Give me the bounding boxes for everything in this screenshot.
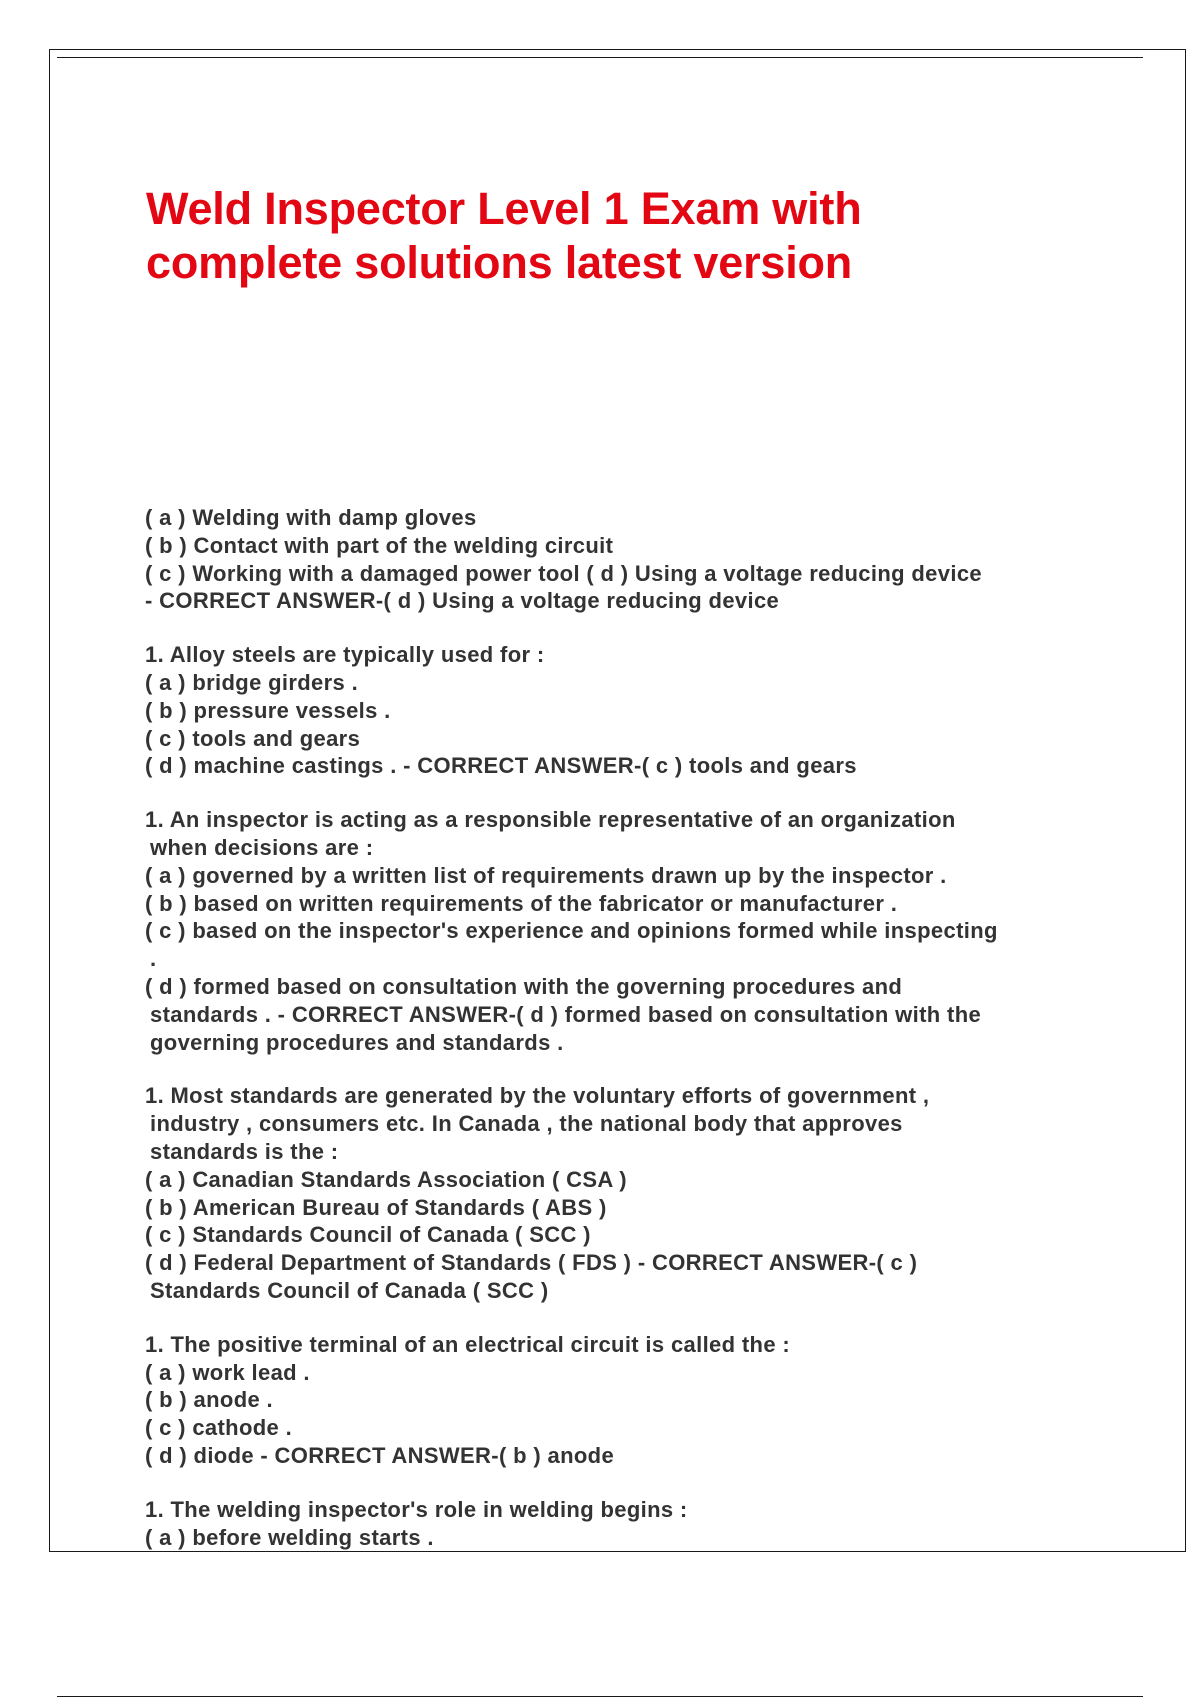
- answer-line: - CORRECT ANSWER-( d ) Using a voltage reducing device: [145, 588, 780, 614]
- title-line: Weld Inspector Level 1 Exam with: [146, 183, 862, 234]
- question-block: [145, 1082, 1105, 1304]
- question-block: [145, 1496, 1105, 1552]
- answer-line: Standards Council of Canada ( SCC ): [150, 1277, 549, 1303]
- top-rule: [57, 57, 1143, 58]
- question-line: industry , consumers etc. In Canada , the national body that approves: [150, 1111, 903, 1137]
- option-line: ( c ) tools and gears: [145, 725, 361, 751]
- answer-line: ( d ) Federal Department of Standards ( FDS ) - CORRECT ANSWER-( c ): [145, 1250, 918, 1276]
- exam-content: [145, 504, 1105, 1577]
- option-line: ( a ) Canadian Standards Association ( CSA ): [145, 1166, 627, 1192]
- question-line: 1. An inspector is acting as a responsible representative of an organization: [145, 807, 956, 833]
- bottom-rule: [57, 1696, 1143, 1697]
- answer-line: ( d ) diode - CORRECT ANSWER-( b ) anode: [145, 1442, 615, 1468]
- question-block: [145, 806, 1105, 1056]
- question-line: 1. Most standards are generated by the voluntary efforts of government ,: [145, 1083, 930, 1109]
- option-line: ( b ) anode .: [145, 1387, 273, 1413]
- option-line: ( c ) cathode .: [145, 1415, 293, 1441]
- option-line: ( c ) Standards Council of Canada ( SCC ): [145, 1222, 591, 1248]
- question-line: 1. The positive terminal of an electrical circuit is called the :: [145, 1331, 791, 1357]
- option-line: ( b ) pressure vessels .: [145, 697, 391, 723]
- option-line: ( a ) before welding starts .: [145, 1524, 434, 1550]
- question-line: 1. The welding inspector's role in welding begins :: [145, 1496, 688, 1522]
- option-line: ( b ) based on written requirements of the fabricator or manufacturer .: [145, 890, 898, 916]
- answer-line: standards . - CORRECT ANSWER-( d ) formed based on consultation with the: [150, 1001, 982, 1027]
- option-line: ( d ) formed based on consultation with the governing procedures and: [145, 973, 903, 999]
- document-title: [146, 182, 862, 290]
- answer-line: ( d ) machine castings . - CORRECT ANSWER-( c ) tools and gears: [145, 753, 857, 779]
- question-line: standards is the :: [150, 1138, 339, 1164]
- question-line: 1. Alloy steels are typically used for :: [145, 642, 545, 668]
- title-line: complete solutions latest version: [146, 237, 853, 288]
- text-line: ( b ) Contact with part of the welding circuit: [145, 532, 614, 558]
- answer-line: governing procedures and standards .: [150, 1029, 564, 1055]
- option-line: ( b ) American Bureau of Standards ( ABS ): [145, 1194, 607, 1220]
- option-line: ( a ) bridge girders .: [145, 669, 359, 695]
- question-block: [145, 641, 1105, 780]
- option-line: ( a ) work lead .: [145, 1359, 310, 1385]
- question-block: [145, 1331, 1105, 1470]
- question-line: when decisions are :: [150, 834, 374, 860]
- option-line: .: [150, 946, 157, 972]
- text-line: ( a ) Welding with damp gloves: [145, 505, 477, 530]
- question-block: [145, 504, 1105, 615]
- option-line: ( a ) governed by a written list of requirements drawn up by the inspector .: [145, 862, 947, 888]
- option-line: ( c ) based on the inspector's experience and opinions formed while inspecting: [145, 918, 998, 944]
- text-line: ( c ) Working with a damaged power tool ( d ) Using a voltage reducing device: [145, 560, 982, 586]
